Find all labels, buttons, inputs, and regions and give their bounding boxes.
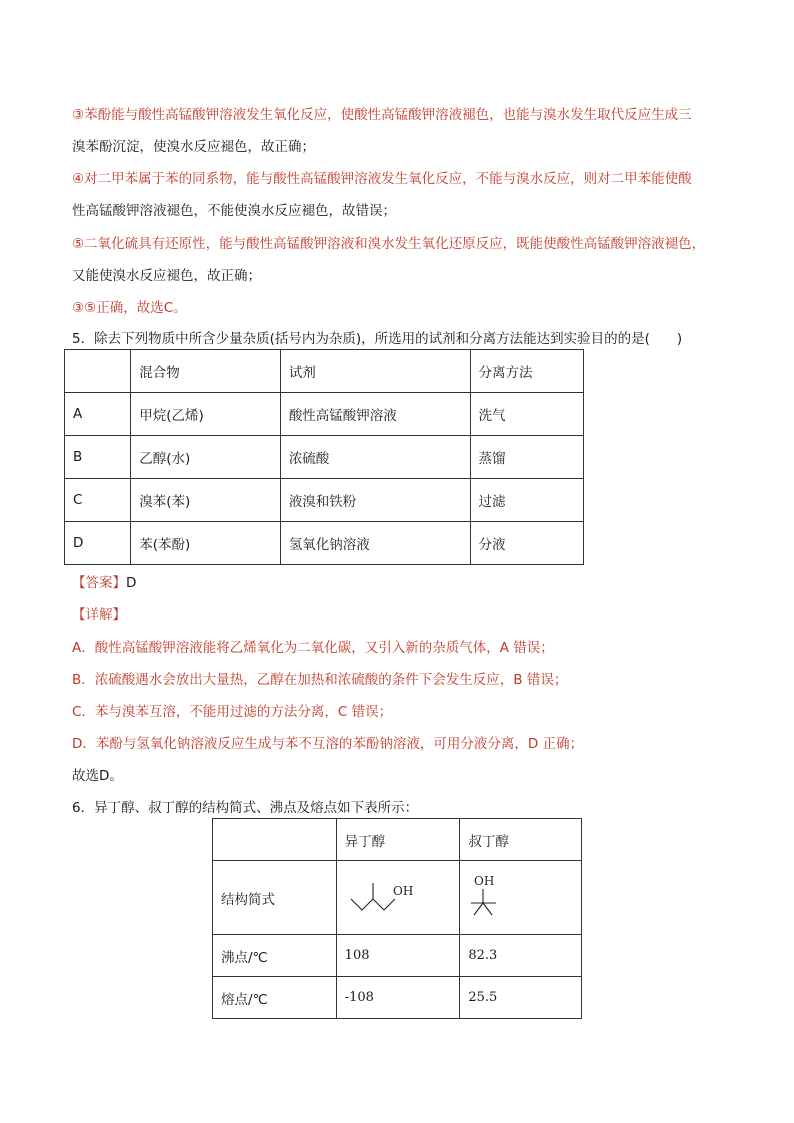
explanation-line: ④对二甲苯属于苯的同系物，能与酸性高锰酸钾溶液发生氧化反应，不能与溴水反应，则对二甲苯能使酸 xyxy=(72,171,692,187)
explanation-conclusion: 故选D。 xyxy=(72,768,123,784)
table-cell: 108 xyxy=(336,935,460,977)
table-cell: 结构简式 xyxy=(213,861,337,935)
question-6-table xyxy=(212,818,582,1019)
explanation-line: D．苯酚与氢氧化钠溶液反应生成与苯不互溶的苯酚钠溶液，可用分液分离，D 正确； xyxy=(72,736,584,752)
table-header-cell xyxy=(213,819,337,861)
explanation-conclusion: ③⑤正确，故选C。 xyxy=(72,300,187,316)
table-cell: C xyxy=(65,479,131,522)
table-header-cell: 试剂 xyxy=(280,350,470,393)
answer-value: D xyxy=(126,575,137,591)
table-cell: 氢氧化钠溶液 xyxy=(280,522,470,565)
table-row xyxy=(65,479,584,522)
table-header-cell: 分离方法 xyxy=(470,350,583,393)
explanation-line: B．浓硫酸遇水会放出大量热，乙醇在加热和浓硫酸的条件下会发生反应，B 错误； xyxy=(72,672,568,688)
table-cell: 浓硫酸 xyxy=(280,436,470,479)
table-header-row xyxy=(65,350,584,393)
isobutanol-structure-cell xyxy=(336,861,460,935)
table-cell: 熔点/℃ xyxy=(213,977,337,1019)
explanation-line: ⑤二氧化硫具有还原性，能与酸性高锰酸钾溶液和溴水发生氧化还原反应，既能使酸性高锰酸钾溶液褪色， xyxy=(72,236,706,252)
table-cell: 酸性高锰酸钾溶液 xyxy=(280,393,470,436)
table-cell: 甲烷(乙烯) xyxy=(131,393,281,436)
isobutanol-structure-icon xyxy=(345,873,415,919)
table-cell: A xyxy=(65,393,131,436)
table-cell: 分液 xyxy=(470,522,583,565)
table-row xyxy=(65,522,584,565)
table-cell: 液溴和铁粉 xyxy=(280,479,470,522)
table-row xyxy=(65,393,584,436)
table-cell: 乙醇(水) xyxy=(131,436,281,479)
table-cell: D xyxy=(65,522,131,565)
table-cell: 25.5 xyxy=(460,977,582,1019)
tert-butanol-structure-cell xyxy=(460,861,582,935)
detail-tag: 【详解】 xyxy=(72,607,126,623)
table-header-row xyxy=(213,819,582,861)
table-row xyxy=(213,935,582,977)
table-cell: 过滤 xyxy=(470,479,583,522)
table-cell: B xyxy=(65,436,131,479)
table-row xyxy=(65,436,584,479)
table-cell: 苯(苯酚) xyxy=(131,522,281,565)
oh-label: OH xyxy=(474,873,495,888)
answer-line xyxy=(72,571,136,591)
explanation-line: 又能使溴水反应褪色，故正确； xyxy=(72,268,261,284)
table-cell: 蒸馏 xyxy=(470,436,583,479)
question-5-table xyxy=(64,349,584,565)
table-row xyxy=(213,861,582,935)
table-cell: -108 xyxy=(336,977,460,1019)
explanation-line: A．酸性高锰酸钾溶液能将乙烯氧化为二氧化碳，又引入新的杂质气体，A 错误； xyxy=(72,640,554,656)
table-header-cell: 混合物 xyxy=(131,350,281,393)
explanation-line: 溴苯酚沉淀，使溴水反应褪色，故正确； xyxy=(72,139,315,155)
question-6-stem: 6．异丁醇、叔丁醇的结构简式、沸点及熔点如下表所示： xyxy=(72,800,419,816)
explanation-line: 性高锰酸钾溶液褪色，不能使溴水反应褪色，故错误； xyxy=(72,203,396,219)
explanation-line: ③苯酚能与酸性高锰酸钾溶液发生氧化反应，使酸性高锰酸钾溶液褪色，也能与溴水发生取代反应生成三 xyxy=(72,107,692,123)
oh-label: OH xyxy=(392,883,413,898)
table-cell: 82.3 xyxy=(460,935,582,977)
table-cell: 沸点/℃ xyxy=(213,935,337,977)
table-header-cell xyxy=(65,350,131,393)
table-cell: 溴苯(苯) xyxy=(131,479,281,522)
table-row xyxy=(213,977,582,1019)
explanation-line: C．苯与溴苯互溶，不能用过滤的方法分离，C 错误； xyxy=(72,704,393,720)
table-header-cell: 叔丁醇 xyxy=(460,819,582,861)
table-cell: 洗气 xyxy=(470,393,583,436)
question-5-stem: 5．除去下列物质中所含少量杂质(括号内为杂质)，所选用的试剂和分离方法能达到实验目的的是( ) xyxy=(72,331,683,347)
answer-tag: 【答案】 xyxy=(72,575,126,591)
tert-butanol-structure-icon xyxy=(468,871,518,921)
table-header-cell: 异丁醇 xyxy=(336,819,460,861)
